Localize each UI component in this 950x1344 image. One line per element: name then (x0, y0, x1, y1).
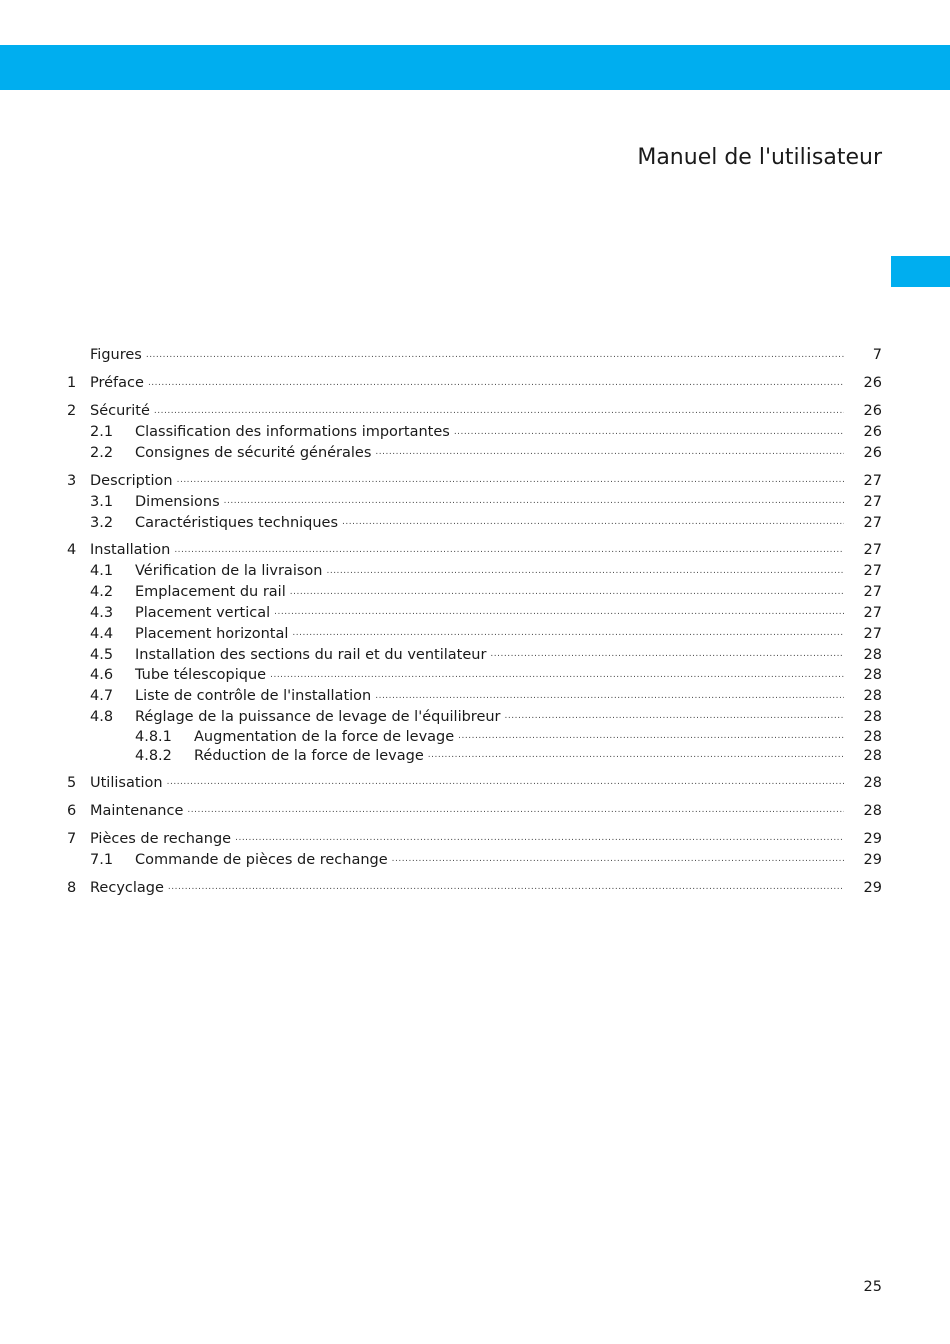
toc-entry-number: 7.1 (90, 851, 114, 868)
toc-entry-page: 28 (863, 774, 882, 791)
toc-entry-label: Liste de contrôle de l'installation (135, 688, 372, 705)
toc-entry[interactable] (67, 707, 882, 728)
toc-entry-page: 27 (863, 472, 882, 489)
toc-dot-leader (490, 650, 844, 659)
toc-entry[interactable] (67, 345, 882, 366)
toc-dot-leader (235, 834, 844, 843)
toc-dot-leader (187, 806, 844, 815)
toc-entry-page: 27 (863, 563, 882, 580)
toc-entry-label: Dimensions (135, 493, 220, 510)
toc-entry-label: Description (90, 472, 173, 489)
toc-entry-page: 27 (863, 514, 882, 531)
toc-entry-label: Installation des sections du rail et du ventilateur (135, 646, 487, 663)
page-number: 25 (863, 1279, 882, 1295)
toc-entry-label: Recyclage (90, 879, 164, 896)
section-tab-marker (891, 256, 950, 287)
toc-entry[interactable] (67, 422, 882, 443)
toc-entry-label: Préface (90, 375, 144, 392)
toc-entry-label: Caractéristiques techniques (135, 514, 339, 531)
toc-entry-page: 28 (863, 728, 882, 745)
toc-dot-leader (148, 379, 844, 388)
toc-entry[interactable] (67, 443, 882, 464)
toc-entry[interactable] (67, 793, 882, 821)
toc-entry-page: 28 (863, 802, 882, 819)
toc-entry[interactable] (67, 533, 882, 561)
toc-entry[interactable] (67, 491, 882, 512)
toc-entry[interactable] (67, 603, 882, 624)
toc-entry-page: 7 (872, 347, 882, 364)
toc-entry-number: 3.2 (90, 514, 114, 531)
toc-entry-label: Pièces de rechange (90, 830, 232, 847)
toc-entry-page: 28 (863, 667, 882, 684)
toc-entry-page: 26 (863, 444, 882, 461)
toc-dot-leader (290, 588, 844, 597)
toc-entry-number: 4.1 (90, 563, 114, 580)
toc-entry-page: 26 (863, 424, 882, 441)
toc-entry-page: 27 (863, 493, 882, 510)
toc-dot-leader (224, 497, 844, 506)
toc-entry-label: Augmentation de la force de levage (194, 728, 455, 745)
toc-entry[interactable] (67, 644, 882, 665)
toc-entry[interactable] (67, 561, 882, 582)
toc-entry-page: 27 (863, 542, 882, 559)
toc-entry-number: 1 (67, 375, 77, 392)
toc-entry-label: Réduction de la force de levage (194, 747, 424, 764)
toc-entry-page: 28 (863, 747, 882, 764)
toc-entry-label: Installation (90, 542, 171, 559)
toc-entry[interactable] (67, 394, 882, 422)
toc-dot-leader (342, 518, 844, 527)
toc-entry-page: 26 (863, 403, 882, 420)
header-color-band (0, 45, 950, 90)
toc-entry[interactable] (67, 366, 882, 394)
toc-entry-label: Sécurité (90, 403, 150, 420)
toc-entry-number: 5 (67, 774, 77, 791)
toc-entry-page: 29 (863, 879, 882, 896)
toc-entry-number: 3 (67, 472, 77, 489)
toc-dot-leader (146, 351, 844, 360)
toc-entry-label: Classification des informations importantes (135, 424, 450, 441)
table-of-contents (67, 345, 882, 898)
toc-entry-number: 4.7 (90, 688, 114, 705)
toc-entry-label: Placement horizontal (135, 625, 289, 642)
toc-dot-leader (174, 546, 844, 555)
toc-dot-leader (505, 712, 844, 721)
toc-dot-leader (167, 778, 844, 787)
toc-dot-leader (274, 608, 844, 617)
toc-entry[interactable] (67, 870, 882, 898)
toc-entry[interactable] (67, 727, 882, 746)
toc-dot-leader (375, 448, 844, 457)
toc-entry[interactable] (67, 765, 882, 793)
toc-dot-leader (326, 567, 844, 576)
toc-dot-leader (428, 751, 844, 760)
toc-dot-leader (458, 732, 844, 741)
toc-entry[interactable] (67, 821, 882, 849)
toc-dot-leader (168, 883, 844, 892)
toc-dot-leader (177, 476, 844, 485)
toc-dot-leader (270, 671, 844, 680)
toc-entry-label: Placement vertical (135, 604, 271, 621)
toc-entry-number: 4.6 (90, 667, 114, 684)
toc-entry-number: 8 (67, 879, 77, 896)
toc-entry-number: 4.4 (90, 625, 114, 642)
toc-entry-number: 7 (67, 830, 77, 847)
toc-entry-number: 6 (67, 802, 77, 819)
toc-entry-number: 4.2 (90, 584, 114, 601)
toc-entry-page: 29 (863, 830, 882, 847)
toc-entry[interactable] (67, 746, 882, 765)
toc-dot-leader (292, 629, 844, 638)
toc-entry[interactable] (67, 849, 882, 870)
toc-entry[interactable] (67, 512, 882, 533)
toc-entry[interactable] (67, 623, 882, 644)
toc-entry-number: 4.5 (90, 646, 114, 663)
toc-entry[interactable] (67, 582, 882, 603)
toc-entry-number: 3.1 (90, 493, 114, 510)
toc-entry-page: 29 (863, 851, 882, 868)
toc-entry-number: 4.8.1 (135, 728, 172, 745)
page-title: Manuel de l'utilisateur (637, 145, 882, 170)
toc-entry-page: 28 (863, 646, 882, 663)
toc-entry-label: Vérification de la livraison (135, 563, 323, 580)
toc-entry-label: Consignes de sécurité générales (135, 444, 372, 461)
toc-entry-number: 4 (67, 542, 77, 559)
toc-entry-page: 27 (863, 625, 882, 642)
toc-entry-label: Tube télescopique (135, 667, 267, 684)
toc-entry-label: Figures (90, 347, 142, 364)
toc-entry-number: 4.3 (90, 604, 114, 621)
toc-dot-leader (375, 692, 844, 701)
toc-entry-page: 28 (863, 688, 882, 705)
toc-entry-number: 2 (67, 403, 77, 420)
toc-entry-label: Maintenance (90, 802, 184, 819)
toc-entry-label: Utilisation (90, 774, 163, 791)
toc-entry-number: 2.2 (90, 444, 114, 461)
toc-entry-label: Commande de pièces de rechange (135, 851, 388, 868)
toc-entry-number: 4.8 (90, 708, 114, 725)
toc-dot-leader (454, 428, 844, 437)
toc-entry-page: 26 (863, 375, 882, 392)
toc-entry-number: 4.8.2 (135, 747, 172, 764)
toc-entry-page: 27 (863, 584, 882, 601)
toc-entry-number: 2.1 (90, 424, 114, 441)
toc-dot-leader (154, 407, 844, 416)
toc-entry[interactable] (67, 665, 882, 686)
toc-entry-page: 28 (863, 708, 882, 725)
toc-dot-leader (392, 855, 844, 864)
toc-entry-label: Emplacement du rail (135, 584, 286, 601)
toc-entry-page: 27 (863, 604, 882, 621)
toc-entry-label: Réglage de la puissance de levage de l'équilibreur (135, 708, 501, 725)
toc-entry[interactable] (67, 463, 882, 491)
toc-entry[interactable] (67, 686, 882, 707)
